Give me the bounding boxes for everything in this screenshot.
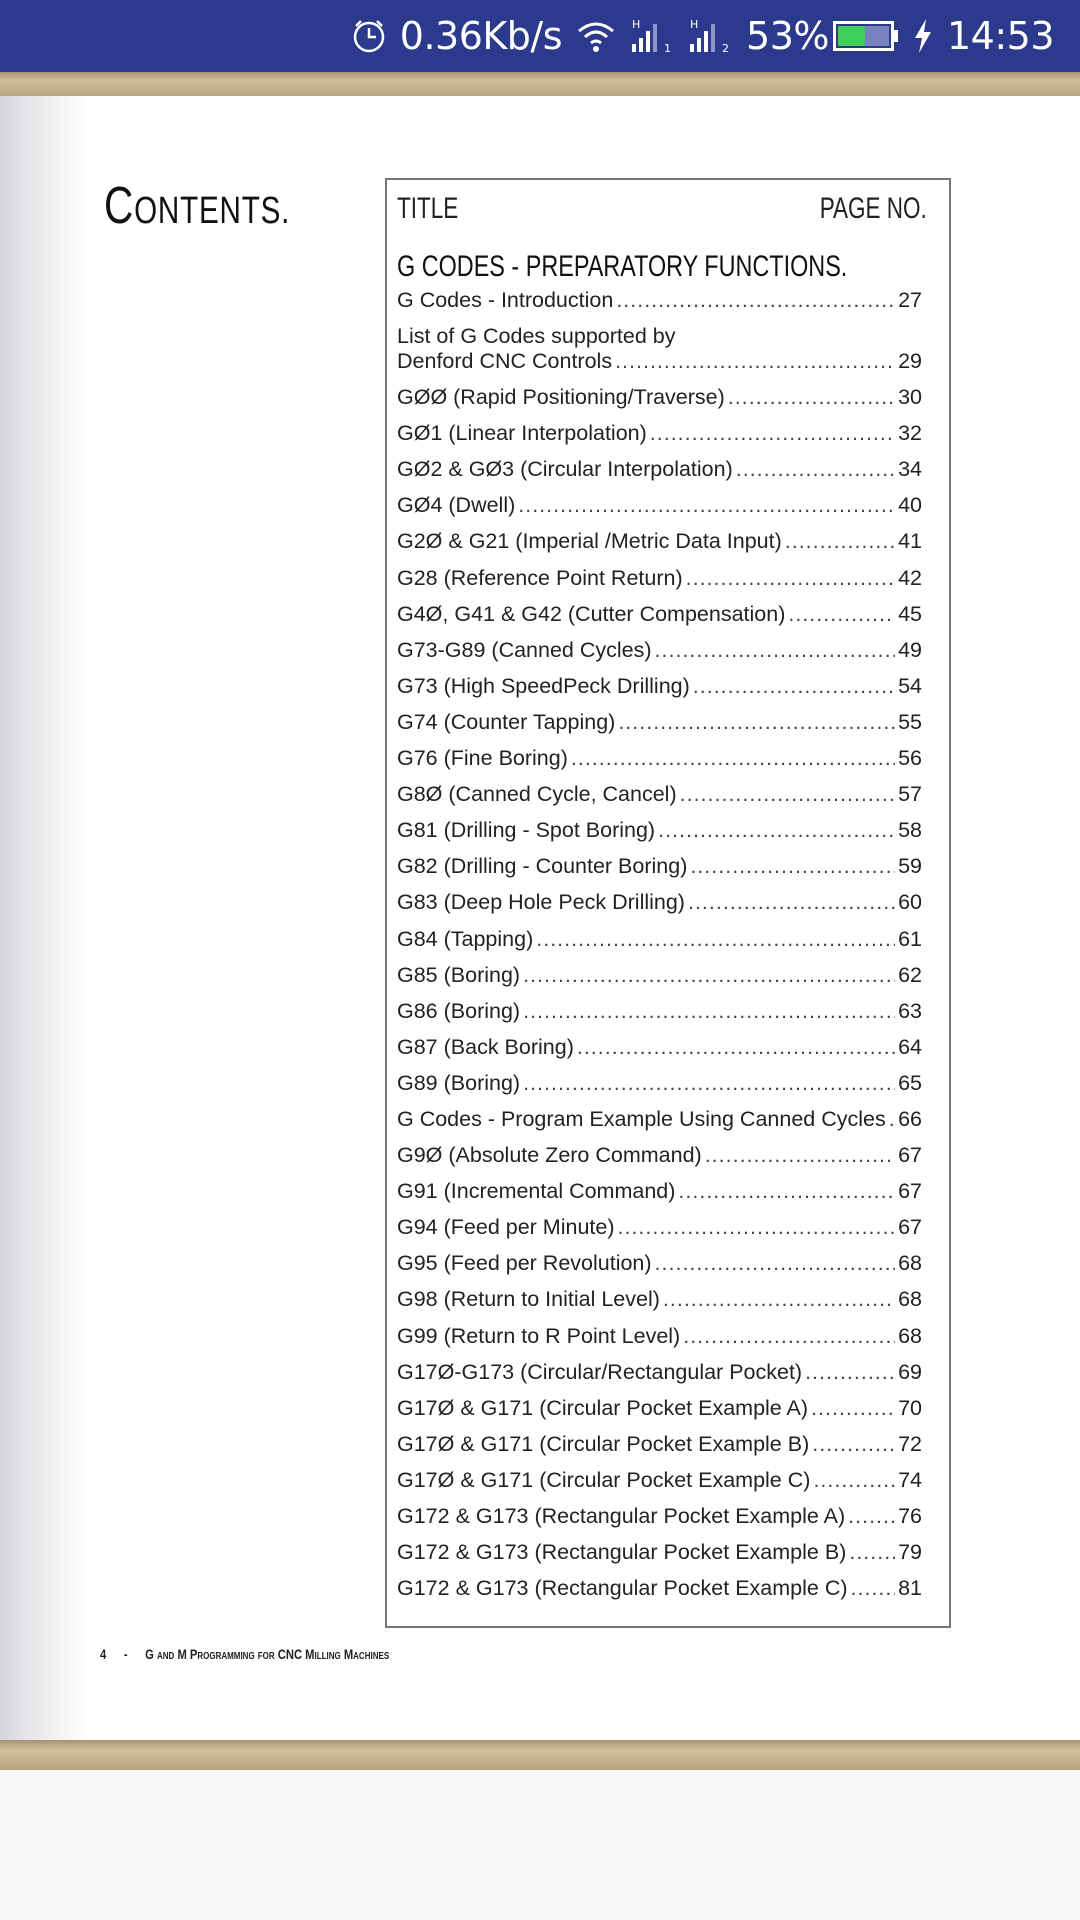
dot-leader	[616, 288, 895, 313]
entry-page: 69	[898, 1359, 922, 1384]
dot-leader	[848, 1504, 895, 1529]
entry-page: 81	[898, 1576, 922, 1601]
toc-entry[interactable]	[397, 963, 922, 999]
toc-entry[interactable]	[397, 385, 922, 421]
document-page[interactable]	[0, 96, 1080, 1740]
toc-entry[interactable]	[397, 566, 922, 602]
entry-page: 27	[898, 288, 922, 312]
dot-leader	[728, 385, 895, 410]
entry-page: 49	[898, 637, 922, 662]
toc-entry[interactable]	[397, 602, 922, 638]
dot-leader	[577, 1035, 895, 1060]
entry-page: 79	[898, 1540, 922, 1565]
wood-shelf-top	[0, 72, 1080, 96]
dot-leader	[523, 963, 895, 988]
battery-percent: 53%	[746, 14, 829, 58]
entry-page: 34	[898, 457, 922, 482]
toc-entry[interactable]	[397, 638, 922, 674]
dot-leader	[705, 1143, 895, 1168]
entry-title: G81 (Drilling - Spot Boring)	[397, 818, 656, 843]
toc-entry[interactable]	[397, 999, 922, 1035]
entry-title: G28 (Reference Point Return)	[397, 565, 683, 590]
toc-entry[interactable]	[397, 529, 922, 565]
dot-leader	[849, 1540, 895, 1565]
dot-leader	[663, 1287, 895, 1312]
entry-page: 68	[898, 1251, 922, 1276]
footer-book-title: G and M Programming for CNC Milling Machines	[145, 1646, 390, 1662]
toc-entry[interactable]	[397, 1324, 922, 1360]
entry-title: GØØ (Rapid Positioning/Traverse)	[397, 385, 725, 410]
entry-page: 72	[898, 1431, 922, 1456]
table-of-contents	[385, 178, 951, 1628]
footer-page-number: 4	[100, 1646, 107, 1662]
entry-title: GØ2 & GØ3 (Circular Interpolation)	[397, 457, 733, 482]
toc-entry[interactable]	[397, 890, 922, 926]
heading-initial: C	[104, 177, 135, 235]
entry-title: G87 (Back Boring)	[397, 1034, 574, 1059]
clock-time: 14:53	[946, 14, 1054, 58]
dot-leader	[683, 1324, 895, 1349]
toc-entry[interactable]	[397, 927, 922, 963]
dot-leader	[813, 1468, 895, 1493]
entry-page: 45	[898, 601, 922, 626]
entry-title: G Codes - Introduction	[397, 288, 614, 312]
toc-entry[interactable]	[397, 288, 922, 324]
alarm-clock-icon	[352, 18, 386, 54]
toc-list	[397, 288, 922, 1612]
entry-title: G9Ø (Absolute Zero Command)	[397, 1143, 702, 1168]
toc-entry[interactable]	[397, 1360, 922, 1396]
entry-title: G172 & G173 (Rectangular Pocket Example A)	[397, 1504, 846, 1528]
entry-page: 30	[898, 385, 922, 410]
entry-title: G74 (Counter Tapping)	[397, 709, 616, 734]
toc-entry[interactable]	[397, 1143, 922, 1179]
entry-title: G73-G89 (Canned Cycles)	[397, 637, 652, 662]
toc-header	[397, 192, 927, 232]
entry-page: 74	[898, 1467, 922, 1492]
entry-page: 67	[898, 1143, 922, 1168]
entry-page: 68	[898, 1287, 922, 1312]
entry-title: G94 (Feed per Minute)	[397, 1215, 615, 1240]
toc-entry[interactable]	[397, 674, 922, 710]
contents-heading	[104, 176, 290, 236]
section-title: G CODES - PREPARATORY FUNCTIONS.	[397, 250, 848, 283]
entry-page: 70	[898, 1395, 922, 1420]
entry-page: 67	[898, 1215, 922, 1240]
toc-entry[interactable]	[397, 854, 922, 890]
dot-leader	[536, 927, 895, 952]
entry-title-line1: List of G Codes supported by	[397, 324, 676, 349]
toc-entry[interactable]	[397, 1504, 922, 1540]
entry-title: G Codes - Program Example Using Canned Cycles	[397, 1106, 886, 1131]
entry-title: G99 (Return to R Point Level)	[397, 1323, 681, 1348]
entry-page: 62	[898, 962, 922, 987]
entry-page: 76	[898, 1504, 922, 1528]
toc-entry[interactable]	[397, 457, 922, 493]
toc-header-page-no: PAGE NO.	[819, 192, 927, 225]
svg-text:1: 1	[664, 42, 672, 54]
dot-leader	[523, 1071, 895, 1096]
dot-leader	[571, 746, 895, 771]
dot-leader	[851, 1576, 896, 1601]
lightning-bolt-icon	[913, 18, 933, 54]
toc-entry[interactable]	[397, 1396, 922, 1432]
entry-page: 58	[898, 818, 922, 843]
toc-entry[interactable]	[397, 710, 922, 746]
battery-icon	[833, 21, 899, 51]
entry-title: G172 & G173 (Rectangular Pocket Example C)	[397, 1576, 848, 1601]
dot-leader	[812, 1432, 895, 1457]
entry-page: 42	[898, 565, 922, 590]
dot-leader	[655, 638, 896, 663]
entry-title: G89 (Boring)	[397, 1070, 521, 1095]
svg-text:2: 2	[722, 42, 730, 54]
entry-title: G76 (Fine Boring)	[397, 746, 568, 771]
wood-shelf-bottom	[0, 1740, 1080, 1770]
entry-title: GØ1 (Linear Interpolation)	[397, 421, 647, 446]
entry-page: 55	[898, 709, 922, 734]
toc-entry[interactable]	[397, 324, 922, 385]
entry-page: 40	[898, 493, 922, 518]
toc-entry[interactable]	[397, 818, 922, 854]
dot-leader	[618, 1215, 896, 1240]
dot-leader	[615, 349, 895, 374]
toc-header-title: TITLE	[397, 192, 459, 225]
dot-leader	[655, 1251, 896, 1276]
entry-title: G2Ø & G21 (Imperial /Metric Data Input)	[397, 529, 782, 554]
entry-title: G4Ø, G41 & G42 (Cutter Compensation)	[397, 601, 786, 626]
entry-title: G82 (Drilling - Counter Boring)	[397, 854, 688, 879]
toc-entry[interactable]	[397, 1107, 922, 1143]
toc-entry[interactable]	[397, 1540, 922, 1576]
entry-title: G95 (Feed per Revolution)	[397, 1251, 652, 1276]
toc-entry[interactable]	[397, 1287, 922, 1323]
dot-leader	[788, 602, 895, 627]
entry-page: 54	[898, 673, 922, 698]
status-bar	[0, 0, 1080, 72]
dot-leader	[658, 818, 895, 843]
dot-leader	[678, 1179, 895, 1204]
entry-title: G17Ø & G171 (Circular Pocket Example A)	[397, 1395, 809, 1420]
entry-title: G172 & G173 (Rectangular Pocket Example B)	[397, 1540, 847, 1565]
entry-title: G17Ø-G173 (Circular/Rectangular Pocket)	[397, 1359, 803, 1384]
entry-title: GØ4 (Dwell)	[397, 493, 516, 518]
entry-page: 66	[898, 1106, 922, 1131]
entry-title: Denford CNC Controls	[397, 349, 613, 374]
dot-leader	[693, 674, 895, 699]
entry-page: 59	[898, 854, 922, 879]
dot-leader	[680, 782, 895, 807]
entry-page: 60	[898, 890, 922, 915]
dot-leader	[523, 999, 895, 1024]
entry-title: G83 (Deep Hole Peck Drilling)	[397, 890, 685, 915]
toc-entry[interactable]	[397, 493, 922, 529]
toc-entry[interactable]	[397, 1432, 922, 1468]
entry-title: G8Ø (Canned Cycle, Cancel)	[397, 782, 677, 807]
page-binding-shadow	[0, 96, 90, 1740]
entry-title: G17Ø & G171 (Circular Pocket Example C)	[397, 1467, 811, 1492]
dot-leader	[690, 854, 895, 879]
entry-title: G91 (Incremental Command)	[397, 1179, 676, 1204]
dot-leader	[618, 710, 895, 735]
dot-leader	[686, 566, 895, 591]
dot-leader	[785, 529, 895, 554]
heading-rest: ONTENTS.	[134, 190, 291, 232]
entry-title: G17Ø & G171 (Circular Pocket Example B)	[397, 1431, 810, 1456]
dot-leader	[889, 1107, 895, 1132]
entry-page: 57	[898, 782, 922, 807]
svg-text:H: H	[690, 18, 699, 31]
dot-leader	[811, 1396, 895, 1421]
entry-title: G86 (Boring)	[397, 998, 521, 1023]
toc-entry[interactable]	[397, 746, 922, 782]
toc-entry[interactable]	[397, 1468, 922, 1504]
entry-title: G73 (High SpeedPeck Drilling)	[397, 673, 690, 698]
page-footer	[100, 1646, 389, 1662]
footer-separator: -	[123, 1646, 128, 1662]
wifi-icon	[576, 19, 616, 53]
entry-page: 56	[898, 746, 922, 771]
network-speed: 0.36Kb/s	[399, 14, 563, 58]
entry-page: 67	[898, 1179, 922, 1204]
toc-entry[interactable]	[397, 1251, 922, 1287]
entry-page: 32	[898, 421, 922, 446]
dot-leader	[650, 421, 895, 446]
signal-sim1-icon	[630, 18, 674, 54]
entry-page: 41	[898, 529, 922, 554]
entry-page: 65	[898, 1070, 922, 1095]
dot-leader	[518, 493, 895, 518]
toc-entry[interactable]	[397, 1215, 922, 1251]
dot-leader	[688, 890, 895, 915]
entry-page: 63	[898, 998, 922, 1023]
dot-leader	[805, 1360, 895, 1385]
toc-entry[interactable]	[397, 1071, 922, 1107]
signal-sim2-icon	[688, 18, 732, 54]
entry-title: G85 (Boring)	[397, 962, 521, 987]
entry-page: 29	[898, 349, 922, 374]
toc-entry[interactable]	[397, 1035, 922, 1071]
entry-title: G98 (Return to Initial Level)	[397, 1287, 660, 1312]
entry-page: 61	[898, 926, 922, 951]
entry-page: 64	[898, 1034, 922, 1059]
svg-text:H: H	[632, 18, 641, 31]
entry-title: G84 (Tapping)	[397, 926, 534, 951]
toc-entry[interactable]	[397, 782, 922, 818]
toc-entry[interactable]	[397, 1576, 922, 1612]
toc-entry[interactable]	[397, 1179, 922, 1215]
dot-leader	[736, 457, 895, 482]
toc-entry[interactable]	[397, 421, 922, 457]
entry-page: 68	[898, 1323, 922, 1348]
